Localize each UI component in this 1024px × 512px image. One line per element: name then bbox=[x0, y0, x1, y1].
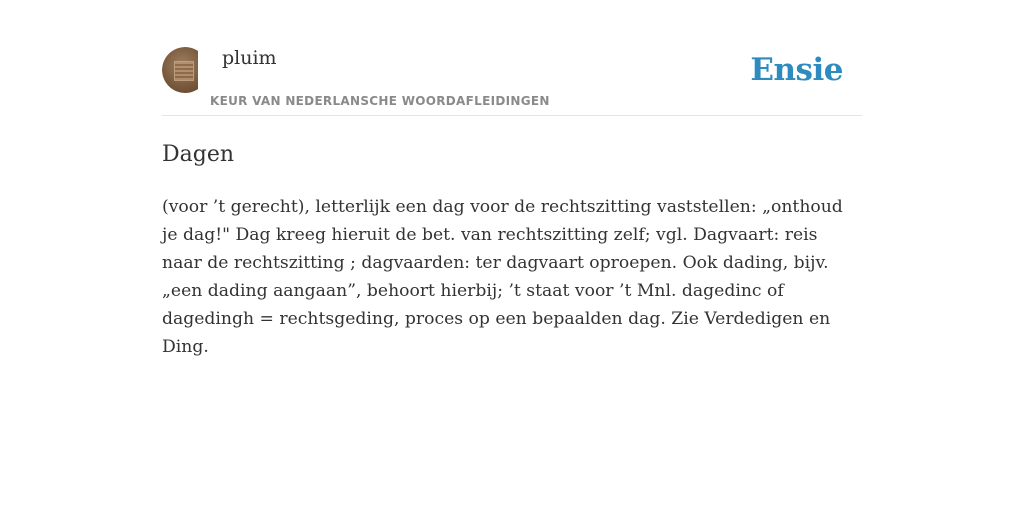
entry-title: Dagen bbox=[162, 142, 235, 167]
user-name[interactable]: pluim bbox=[222, 47, 277, 69]
entry-definition: (voor ’t gerecht), letterlijk een dag voor de rechtszitting vaststellen: „onthoud je dag!" Dag kreeg hieruit de bet. van rechtszitting zelf; vgl. Dagvaart: reis naar de rechtszitting ; dagvaarden: ter dagvaart oproepen. Ook dading, bijv. „een dading aangaan”, behoort hierbij; ’t staat voor ’t Mnl. dagedinc of dagedingh = rechtsgeding, proces op een bepaalden dag. Zie Verdedigen en Ding. bbox=[162, 197, 843, 357]
source-label[interactable]: KEUR VAN NEDERLANSCHE WOORDAFLEIDINGEN bbox=[210, 94, 550, 108]
entry-header bbox=[162, 0, 862, 116]
entry-card bbox=[162, 0, 862, 357]
user-avatar[interactable] bbox=[162, 47, 208, 93]
ensie-logo[interactable]: Ensie bbox=[750, 52, 843, 88]
